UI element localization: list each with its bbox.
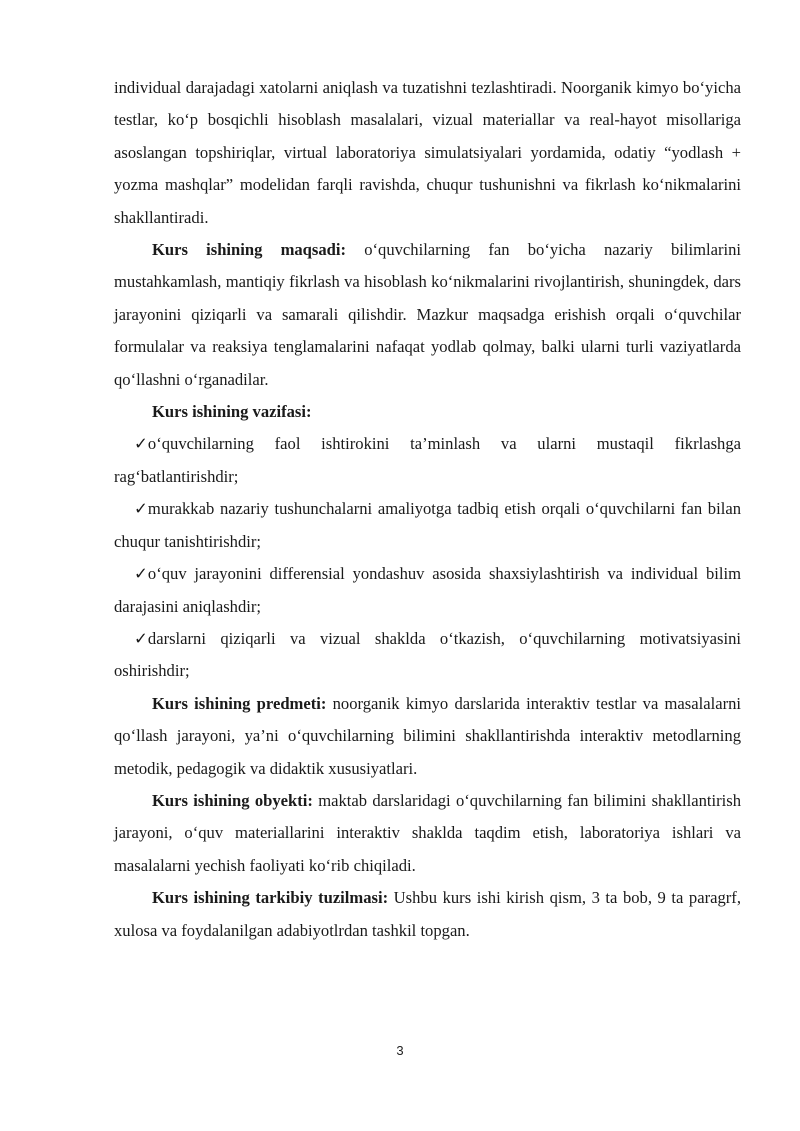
subject-paragraph	[114, 688, 741, 785]
tasks-heading	[114, 396, 741, 428]
task-item-text: o‘quv jarayonini differensial yondashuv asosida shaxsiylashtirish va individual bilim darajasini aniqlashdir;	[114, 564, 741, 616]
task-item-text: o‘quvchilarning faol ishtirokini ta’minlash va ularni mustaqil fikrlashga rag‘batlantirishdir;	[114, 434, 741, 486]
goal-text: o‘quvchilarning fan bo‘yicha nazariy bilimlarini mustahkamlash, mantiqiy fikrlash va hisoblash ko‘nikmalarini rivojlantirish, shuningdek, dars jarayonini qiziqarli va samarali qilishdir. Mazkur maqsadga erishish orqali o‘quvchilar formulalar va reaksiya tenglamalarini nafaqat yodlab qolmay, balki ularni turli vaziyatlarda qo‘llashni o‘rganadilar.	[114, 240, 741, 389]
subject-text: noorganik kimyo darslarida interaktiv testlar va masalalarni qo‘llash jarayoni, ya’ni o‘quvchilarning bilimini shakllantirishda interaktiv metodlarning metodik, pedagogik va didaktik xususiyatlari.	[114, 693, 742, 778]
goal-label: Kurs ishining maqsadi:	[152, 240, 347, 260]
structure-label: Kurs ishining tarkibiy tuzilmasi:	[152, 888, 389, 908]
task-item	[114, 623, 741, 688]
structure-paragraph	[114, 882, 741, 947]
task-item	[114, 428, 741, 493]
page-number: 3	[396, 1043, 404, 1058]
task-item	[114, 558, 741, 623]
body-text	[114, 72, 741, 947]
checkmark-icon: ✓	[134, 628, 148, 648]
checkmark-icon: ✓	[134, 499, 148, 519]
subject-label: Kurs ishining predmeti:	[152, 693, 327, 713]
object-text: maktab darslaridagi o‘quvchilarning fan bilimini shakllantirish jarayoni, o‘quv materiallarini interaktiv shaklda taqdim etish, laboratoriya ishlari va masalalarni yechish faoliyati ko‘rib chiqiladi.	[114, 790, 741, 875]
task-item-text: darslarni qiziqarli va vizual shaklda o‘tkazish, o‘quvchilarning motivatsiyasini oshirishdir;	[114, 628, 741, 681]
task-item-text: murakkab nazariy tushunchalarni amaliyotga tadbiq etish orqali o‘quvchilarni fan bilan chuqur tanishtirishdir;	[114, 499, 741, 551]
tasks-label: Kurs ishining vazifasi:	[152, 402, 312, 422]
checkmark-icon: ✓	[134, 564, 148, 584]
checkmark-icon: ✓	[134, 434, 148, 454]
object-paragraph	[114, 785, 741, 882]
goal-paragraph	[114, 234, 741, 396]
structure-text: Ushbu kurs ishi kirish qism, 3 ta bob, 9 ta paragrf, xulosa va foydalanilgan adabiyotlrdan tashkil topgan.	[114, 888, 741, 940]
task-item	[114, 493, 741, 558]
intro-paragraph: individual darajadagi xatolarni aniqlash va tuzatishni tezlashtiradi. Noorganik kimyo bo‘yicha testlar, ko‘p bosqichli hisoblash masalalari, vizual materiallar va real-hayot misollariga asoslangan topshiriqlar, virtual laboratoriya simulatsiyalari yordamida, odatiy “yodlash + yozma mashqlar” modelidan farqli ravishda, chuqur tushunishni va fikrlash ko‘nikmalarini shakllantiradi.	[114, 78, 741, 227]
object-label: Kurs ishining obyekti:	[152, 790, 313, 810]
